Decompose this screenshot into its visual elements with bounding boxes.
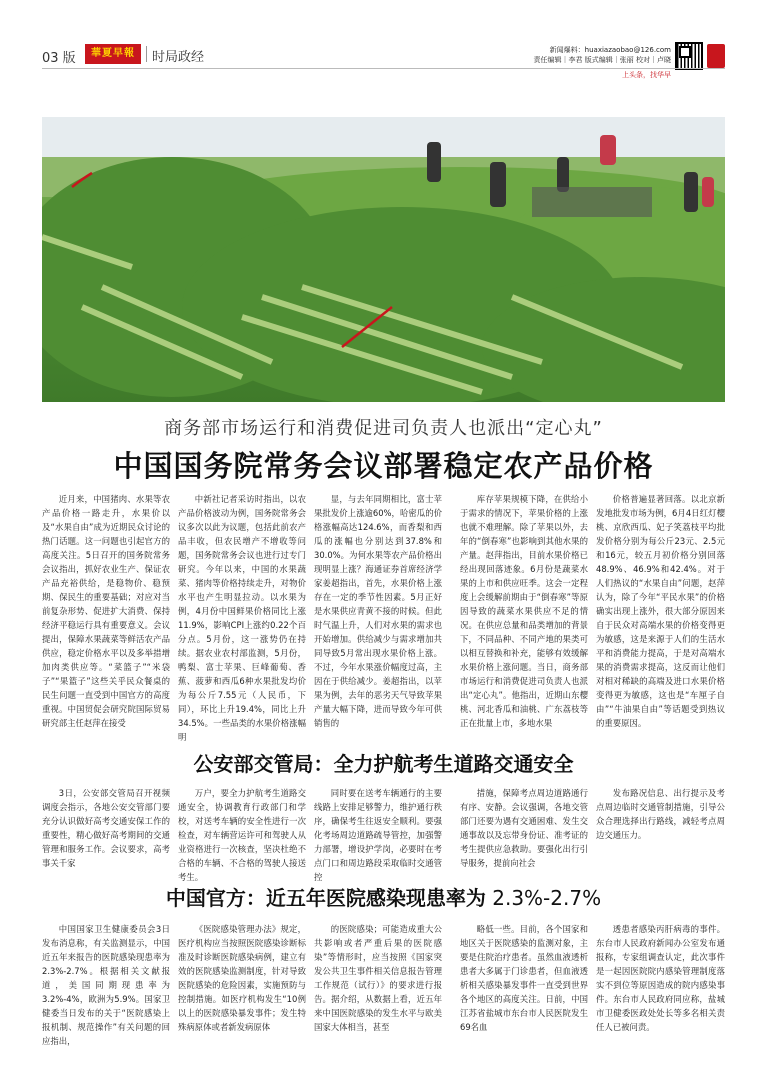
article1-column-1: 近月来，中国猪肉、水果等农产品价格一路走升，水果价以及“水果自由”成为近期民众讨论的热门话题。这一问题也引起官方的高度关注。5日召开的国务院常务会议指出，抓好农业生产、保证农产品充裕供给，是稳物价、稳预期、保民生的重要基础；对应对当前复杂形势、促进扩大消费、保持经济平稳运行具有重要意义。会议提出，保障水果蔬菜等鲜活农产品供应，稳定价格水平以及多举措增加肉类供应等。“菜篮子”“米袋子”“果篮子”这些关乎民众餐桌的民生问题一直受到中国官方的高度重视。中国贸促会研究院国际贸易研究部主任赵萍在接受 [42, 494, 170, 728]
article1-title: 中国国务院常务会议部署稳定农产品价格 [113, 449, 654, 483]
article3-column-1: 中国国家卫生健康委员会3日发布消息称，有关监测显示，中国近五年来报告的医院感染现患率为2.3%-2.7%。根据相关文献报道，美国同期现患率为3.2%-4%，欧洲为5.9%。国家卫健委当日发布的关于“医院感染上报机制、规范操作”有关问题的回应指出， [42, 924, 170, 1046]
section-name: 时局政经 [152, 50, 205, 65]
article1-column-3: 显，与去年同期相比，富士苹果批发价上涨逾60%，哈密瓜的价格涨幅高达124.6%，而香梨和西瓜的涨幅也分别达到37.8%和30.0%。为何水果等农产品价格出现明显上涨？海通证券首席经济学家姜超指出，首先，水果价格上涨存在一定的季节性因素。5月正好是水果供应青黄不接的时候。但此时气温上升，人们对水果的需求也开始增加。供给减少与需求增加共同导致5月常出现水果价格上涨。不过，今年水果涨价幅度过高，主因在于供给减少。姜超指出，以苹果为例，去年的恶劣天气导致苹果产量大幅下降，进而导致今年可供销售的 [314, 494, 442, 728]
editor-credits: 责任编辑｜李君 版式编辑｜张丽 校对｜卢晓 [533, 56, 671, 64]
article3-title-main: 中国官方：近五年医院感染现患率为 [165, 886, 486, 910]
tipline-email: 新闻爆料：huaxiazaobao@126.com [549, 46, 671, 54]
page-number: 03 版 [42, 51, 76, 66]
article3-column-5: 透患者感染丙肝病毒的事件。东台市人民政府新闻办公室发布通报称，专家组调查认定，此次事件是一起因医院院内感染管理制度落实不到位等原因造成的院内感染事件。东台市人民政府同应称，盐城市卫健委医政处处长等多名相关责任人已被问责。 [596, 924, 725, 1032]
slogan: 上头条，找华早 [622, 71, 671, 79]
header-rule [42, 68, 725, 69]
article1-column-4: 库存苹果规模下降，在供给小于需求的情况下，苹果价格的上涨也就不难理解。除了苹果以外，去年的“倒春寒”也影响到其他水果的产量。赵萍指出，目前水果价格已经出现回落迹象。6月份是蔬菜水果的上市和供应旺季。这会一定程度上会缓解前期由于“倒春寒”等原因导致的蔬菜水果供应不足的情况。在供应总量和品类增加的背景下，不同品种、不同产地的果类可以相互替换和补充，能够有效缓解水果价格上涨问题。当日，商务部市场运行和消费促进司负责人也派出“定心丸”。他指出，近期山东樱桃、河北香瓜和油桃、广东荔枝等正在批量上市，多地水果 [460, 494, 588, 728]
header-divider [146, 46, 147, 62]
newspaper-logo: 華夏早報 [85, 44, 141, 64]
article1-subtitle: 商务部市场运行和消费促进司负责人也派出“定心丸” [164, 418, 603, 439]
article3-title [42, 882, 725, 911]
celery-harvest-photo [42, 117, 725, 402]
qr-code-icon [675, 42, 703, 70]
article2-column-5: 发布路况信息、出行提示及考点周边临时交通管制措施，引导公众合理选择出行路线，减轻考点周边交通压力。 [596, 788, 725, 840]
article3-column-2: 《医院感染管理办法》规定，医疗机构应当按照医院感染诊断标准及时诊断医院感染病例，建立有效的医院感染监测制度，针对导致医院感染的危险因素，实施预防与控制措施。如医疗机构发生“10例以上的医院感染暴发事件；发生特殊病原体或者新发病原体 [178, 924, 306, 1032]
article2-column-2: 万户，要全力护航考生道路交通安全，协调教育行政部门和学校，对送考车辆的安全性进行一次检查，对车辆营运许可和驾驶人从业资格进行一次核查，坚决杜绝不合格的车辆、不合格的驾驶人接送考生。 [178, 788, 306, 882]
contact-info [534, 45, 671, 80]
article1-column-5: 价格普遍显著回落。以北京新发地批发市场为例，6月4日红灯樱桃、京欣西瓜、妃子笑荔枝平均批发价格分别为每公斤23元、2.5元和16元，较五月初价格分别回落48.9%、46.9%和42.4%。对于人们热议的“水果自由”问题，赵萍认为，除了今年“平民水果”的价格确实出现上涨外，很大部分原因来自于民众对高端水果的价格变得更为敏感，这是来源于人们的生活水平和消费能力提高，于是对高端水果的消费需求提高，这反而让他们对相对稀缺的高端及进口水果价格变得更为敏感，这也是“车厘子自由”“牛油果自由”等话题受到热议的重要原因。 [596, 494, 725, 728]
article1-column-2: 中新社记者采访时指出，以农产品价格波动为例，国务院常务会议多次以此为议题，包括此前农产品丰收，但农民增产不增收等问题，国务院常务会议也进行过专门研究。今年以来，中国的水果蔬菜、猪肉等价格持续走升，对物价水平也产生明显拉动。以水果为例，4月份中国鲜果价格同比上涨11.9%，影响CPI上涨约0.22个百分点。5月份，这一涨势仍在持续。据农业农村部监测，5月份，鸭梨、富士苹果、巨峰葡萄、香蕉、菠萝和西瓜6种水果批发均价为每公斤7.55元（人民币，下同），环比上升19.4%，同比上升34.5%。一些品类的水果价格涨幅明 [178, 494, 306, 742]
article2-title: 公安部交管局：全力护航考生道路交通安全 [193, 752, 574, 776]
article2-column-1: 3日，公安部交管局召开视频调度会指示，各地公安交管部门要充分认识做好高考交通安保工作的重要性，精心做好高考期间的交通管理和服务工作。会议要求，高考事关千家 [42, 788, 170, 868]
article2-column-4: 措施，保障考点周边道路通行有序、安静。会议强调，各地交管部门还要为遇有交通困难、发生交通事故以及忘带身份证、准考证的考生提供应急救助。要强化出行引导服务，提前向社会 [460, 788, 588, 868]
article2-column-3: 同时要在送考车辆通行的主要线路上安排足够警力，维护通行秩序，确保考生往返安全顺利。要强化考场周边道路疏导管控，加强警力部署，增设护学岗，必要时在考点门口和周边路段采取临时交通管控 [314, 788, 442, 882]
article3-title-rate: 2.3%-2.7% [485, 886, 602, 910]
page-header [42, 42, 725, 79]
article3-column-4: 略低一些。目前，各个国家和地区关于医院感染的监测对象，主要是住院治疗患者。虽然血液透析患者大多属于门诊患者，但血液透析相关感染暴发事件一直受到世界各个地区的高度关注。日前，中国江苏省盐城市东台市人民医院发生69名血 [460, 924, 588, 1032]
article3-column-3: 的医院感染；可能造成重大公共影响或者严重后果的医院感染”等情形时，应当按照《国家突发公共卫生事件相关信息报告管理工作规范（试行）》的要求进行报告。据介绍，从数据上看，近五年来中国医院感染的发生水平与欧美国家大体相当，甚至 [314, 924, 442, 1032]
badge-icon [707, 44, 725, 68]
